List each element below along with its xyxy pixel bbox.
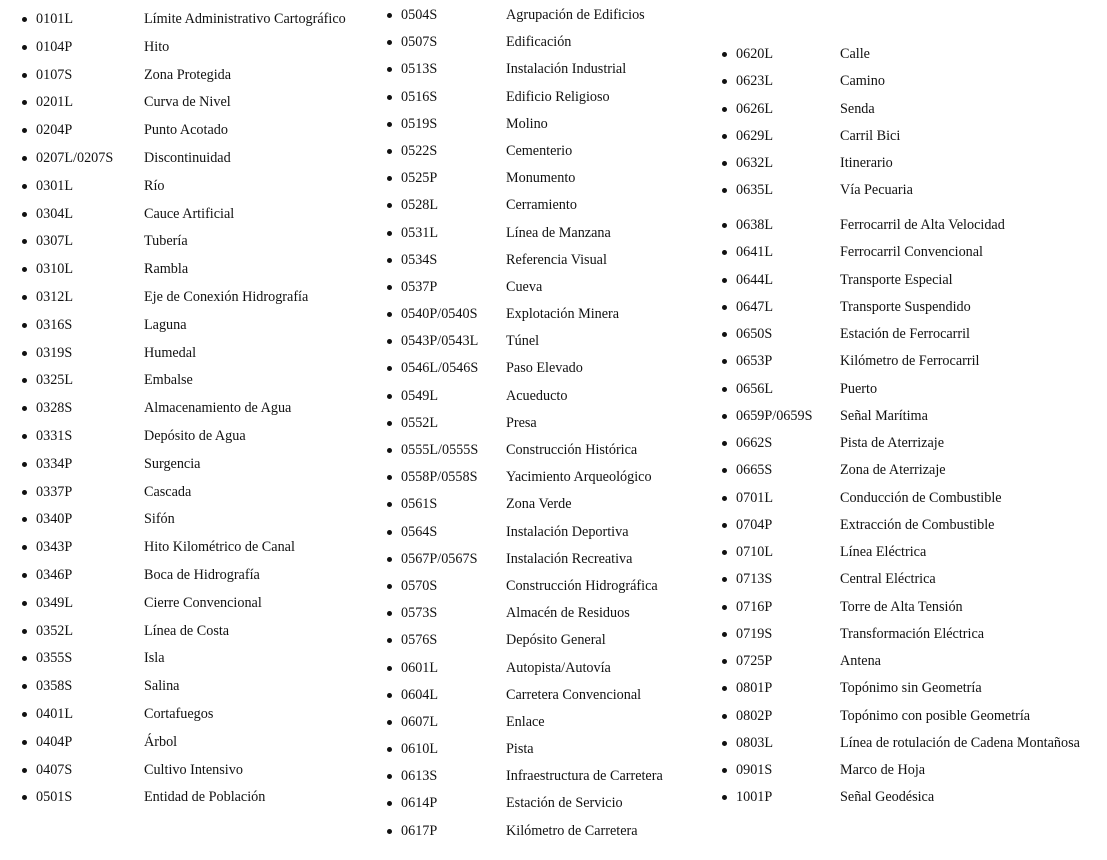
item-code: 0701L [736,489,774,506]
item-code: 0104P [36,38,73,55]
item-name: Almacén de Residuos [506,605,630,622]
bullet-icon [387,122,392,127]
bullet-icon [387,557,392,562]
item-name: Curva de Nivel [144,94,231,111]
bullet-icon [22,128,27,133]
item-code: 0719S [736,625,773,642]
item-name: Infraestructura de Carretera [506,768,663,785]
item-name: Cementerio [506,142,573,159]
item-code: 0101L [36,11,74,27]
item-name: Depósito General [506,632,606,649]
bullet-icon [22,629,27,634]
item-code: 0334P [36,455,73,472]
bullet-icon [722,359,727,364]
item-name: Puerto [840,380,878,397]
item-name: Instalación Industrial [506,61,627,78]
item-code: 0540P/0540S [401,306,478,323]
item-name: Sifón [144,511,175,528]
item-code: 0610L [401,741,439,758]
bullet-icon [722,659,727,664]
item-code: 0801P [736,680,773,697]
bullet-icon [22,267,27,272]
item-name: Estación de Servicio [506,795,623,812]
item-name: Tubería [144,233,188,250]
item-name: Embalse [144,372,193,389]
item-name: Zona Protegida [144,66,232,83]
item-name: Cueva [506,278,543,295]
item-code: 0525P [401,170,438,187]
item-code: 0528L [401,197,439,214]
item-code: 0537P [401,278,438,295]
bullet-icon [387,666,392,671]
item-code: 0516S [401,88,438,105]
item-code: 0558P/0558S [401,469,478,486]
item-code: 0632L [736,155,774,171]
bullet-icon [22,295,27,300]
item-code: 0340P [36,511,73,528]
item-name: Rambla [144,261,189,278]
bullet-icon [22,434,27,439]
item-code: 0555L/0555S [401,442,479,458]
item-code: 0713S [736,571,773,588]
bullet-icon [722,795,727,800]
item-code: 0504S [401,7,438,23]
item-code: 0613S [401,768,438,785]
bullet-icon [22,156,27,161]
item-code: 0307L [36,233,74,250]
item-name: Paso Elevado [506,360,583,377]
bullet-icon [22,517,27,522]
bullet-icon [387,149,392,154]
bullet-icon [22,45,27,50]
item-code: 0647L [736,298,774,315]
item-code: 0513S [401,61,438,78]
bullet-icon [387,693,392,698]
item-code: 0561S [401,496,438,513]
item-code: 0331S [36,427,73,444]
item-name: Ferrocarril de Alta Velocidad [840,217,1005,233]
item-name: Senda [840,100,875,117]
item-name: Túnel [506,333,540,350]
item-code: 0507S [401,34,438,51]
item-code: 0573S [401,605,438,622]
bullet-icon [22,17,27,22]
bullet-icon [387,13,392,18]
item-code: 0522S [401,142,438,159]
item-code: 0725P [736,653,773,669]
item-code: 0501S [36,789,73,806]
item-name: Instalación Deportiva [506,523,629,540]
item-code: 0620L [736,46,774,62]
item-code: 0531L [401,224,439,241]
item-code: 0614P [401,795,438,812]
bullet-icon [722,188,727,193]
item-name: Topónimo sin Geometría [840,680,982,697]
bullet-icon [722,79,727,84]
bullet-icon [22,462,27,467]
item-name: Marco de Hoja [840,762,926,778]
item-code: 0346P [36,566,73,583]
item-name: Referencia Visual [506,251,607,268]
item-code: 0901S [736,762,773,778]
bullet-icon [722,441,727,446]
item-name: Conducción de Combustible [840,489,1002,506]
bullet-icon [387,747,392,752]
item-name: Límite Administrativo Cartográfico [144,11,346,27]
item-code: 0638L [736,217,774,233]
item-name: Autopista/Autovía [506,659,611,676]
item-code: 0207L/0207S [36,149,114,166]
bullet-icon [387,774,392,779]
bullet-icon [387,339,392,344]
item-name: Pista de Aterrizaje [840,435,945,451]
item-code: 0662S [736,435,773,451]
bullet-icon [722,632,727,637]
bullet-icon [387,40,392,45]
item-name: Cerramiento [506,197,577,214]
item-name: Hito Kilométrico de Canal [144,539,295,556]
bullet-icon [722,686,727,691]
bullet-icon [722,52,727,57]
bullet-icon [387,530,392,535]
bullet-icon [387,475,392,480]
item-code: 0626L [736,100,774,117]
item-name: Central Eléctrica [840,571,936,588]
item-name: Eje de Conexión Hidrografía [144,288,309,305]
item-code: 0325L [36,372,74,389]
item-code: 0552L [401,414,439,431]
item-code: 0802P [736,707,773,724]
item-name: Río [144,177,165,194]
bullet-icon [22,601,27,606]
bullet-icon [722,305,727,310]
item-code: 0803L [736,734,774,751]
item-name: Depósito de Agua [144,427,246,444]
item-code: 0304L [36,205,74,222]
bullet-icon [387,95,392,100]
item-name: Construcción Hidrográfica [506,577,658,594]
bullet-icon [22,212,27,217]
item-code: 0623L [736,73,774,90]
item-code: 0301L [36,177,74,194]
item-code: 0629L [736,127,774,144]
bullet-icon [387,584,392,589]
item-code: 0549L [401,387,439,404]
bullet-icon [722,332,727,337]
bullet-icon [22,406,27,411]
bullet-icon [722,250,727,255]
item-code: 0716P [736,598,773,615]
item-code: 0337P [36,483,73,500]
item-code: 0407S [36,761,73,778]
item-name: Explotación Minera [506,306,620,323]
bullet-icon [722,714,727,719]
item-code: 0653P [736,353,773,370]
bullet-icon [387,638,392,643]
bullet-icon [722,161,727,166]
item-code: 0564S [401,523,438,540]
bullet-icon [722,414,727,419]
bullet-icon [722,223,727,228]
bullet-icon [387,366,392,371]
item-name: Presa [506,414,537,431]
bullet-icon [387,448,392,453]
item-code: 0641L [736,244,774,261]
item-name: Carril Bici [840,127,901,144]
item-code: 0665S [736,462,773,479]
item-code: 0534S [401,251,438,268]
item-name: Transformación Eléctrica [840,625,985,642]
item-name: Salina [144,678,180,695]
bullet-icon [387,258,392,263]
item-code: 0601L [401,659,439,676]
bullet-icon [387,67,392,72]
item-name: Línea Eléctrica [840,544,927,560]
item-name: Surgencia [144,455,201,472]
item-code: 0355S [36,650,73,667]
item-name: Construcción Histórica [506,442,638,458]
item-name: Zona de Aterrizaje [840,462,946,479]
item-code: 0204P [36,122,73,139]
item-name: Transporte Especial [840,271,953,288]
item-code: 0635L [736,182,774,199]
item-name: Itinerario [840,155,893,171]
item-name: Pista [506,741,534,758]
item-name: Monumento [506,170,576,187]
bullet-icon [387,203,392,208]
item-name: Calle [840,46,870,62]
bullet-icon [722,134,727,139]
bullet-icon [22,184,27,189]
item-name: Señal Geodésica [840,789,935,806]
item-code: 0343P [36,539,73,556]
bullet-icon [22,573,27,578]
item-name: Antena [840,653,881,669]
bullet-icon [22,656,27,661]
item-name: Topónimo con posible Geometría [840,707,1031,724]
bullet-icon [387,394,392,399]
bullet-icon [22,73,27,78]
bullet-icon [722,278,727,283]
item-code: 0201L [36,94,74,111]
item-name: Acueducto [506,387,568,404]
bullet-icon [387,829,392,834]
item-name: Transporte Suspendido [840,298,971,315]
bullet-icon [22,323,27,328]
item-name: Línea de rotulación de Cadena Montañosa [840,734,1080,751]
item-code: 0316S [36,316,73,333]
item-name: Instalación Recreativa [506,550,633,567]
bullet-icon [22,795,27,800]
item-code: 0107S [36,66,73,83]
bullet-icon [22,545,27,550]
item-name: Ferrocarril Convencional [840,244,984,261]
item-code: 0650S [736,326,773,342]
bullet-icon [387,312,392,317]
item-code: 0319S [36,344,73,361]
item-code: 0546L/0546S [401,360,479,377]
item-code: 0576S [401,632,438,649]
bullet-icon [387,502,392,507]
bullet-icon [22,712,27,717]
bullet-icon [722,468,727,473]
item-code: 0570S [401,577,438,594]
item-name: Punto Acotado [144,122,228,139]
bullet-icon [387,801,392,806]
bullet-icon [387,231,392,236]
item-name: Hito [144,38,170,55]
item-name: Árbol [144,733,178,750]
item-name: Extracción de Combustible [840,516,995,533]
item-name: Cierre Convencional [144,594,262,611]
item-code: 0312L [36,288,74,305]
item-code: 0604L [401,686,439,703]
bullet-icon [22,684,27,689]
bullet-icon [722,577,727,582]
item-code: 0704P [736,516,773,533]
item-name: Kilómetro de Ferrocarril [840,353,980,370]
bullet-icon [22,351,27,356]
item-name: Señal Marítima [840,407,928,424]
bullet-icon [722,107,727,112]
item-name: Línea de Manzana [506,224,611,241]
item-code: 0352L [36,622,74,639]
item-name: Discontinuidad [144,149,231,166]
bullet-icon [722,741,727,746]
bullet-icon [722,496,727,501]
item-name: Molino [506,115,548,132]
item-name: Yacimiento Arqueológico [506,469,652,486]
item-name: Humedal [144,344,197,361]
item-name: Cultivo Intensivo [144,761,243,778]
item-name: Isla [144,650,165,667]
bullet-icon [22,100,27,105]
bullet-icon [722,768,727,773]
bullet-icon [22,768,27,773]
bullet-icon [22,239,27,244]
item-name: Estación de Ferrocarril [840,326,970,342]
bullet-icon [22,740,27,745]
bullet-icon [387,720,392,725]
item-name: Torre de Alta Tensión [840,598,963,615]
item-name: Edificación [506,34,572,51]
item-name: Cortafuegos [144,705,214,722]
item-name: Entidad de Población [144,789,266,806]
item-code: 0519S [401,115,438,132]
bullet-icon [387,285,392,290]
item-name: Cauce Artificial [144,205,235,222]
item-code: 0710L [736,544,774,560]
bullet-icon [22,378,27,383]
item-code: 0617P [401,822,438,839]
item-name: Boca de Hidrografía [144,566,260,583]
item-code: 0659P/0659S [736,407,813,424]
item-code: 0401L [36,705,74,722]
item-name: Camino [840,73,885,90]
item-name: Almacenamiento de Agua [144,400,292,417]
bullet-icon [722,550,727,555]
item-name: Kilómetro de Carretera [506,822,638,839]
bullet-icon [387,176,392,181]
item-code: 0328S [36,400,73,417]
item-code: 1001P [736,789,773,806]
item-name: Laguna [144,316,187,333]
item-code: 0607L [401,713,439,730]
bullet-icon [22,490,27,495]
item-code: 0656L [736,380,774,397]
bullet-icon [387,611,392,616]
item-code: 0358S [36,678,73,695]
bullet-icon [722,605,727,610]
item-code: 0310L [36,261,74,278]
item-code: 0644L [736,271,774,288]
item-name: Línea de Costa [144,622,230,639]
item-name: Vía Pecuaria [840,182,913,199]
item-code: 0404P [36,733,73,750]
bullet-icon [722,523,727,528]
item-code: 0543P/0543L [401,333,479,350]
item-name: Agrupación de Edificios [506,7,645,23]
bullet-icon [387,421,392,426]
item-name: Edificio Religioso [506,88,610,105]
item-code: 0349L [36,594,74,611]
item-name: Carretera Convencional [506,686,642,703]
item-name: Enlace [506,713,545,730]
bullet-icon [722,387,727,392]
item-name: Cascada [144,483,192,500]
item-name: Zona Verde [506,496,572,513]
item-code: 0567P/0567S [401,550,478,567]
